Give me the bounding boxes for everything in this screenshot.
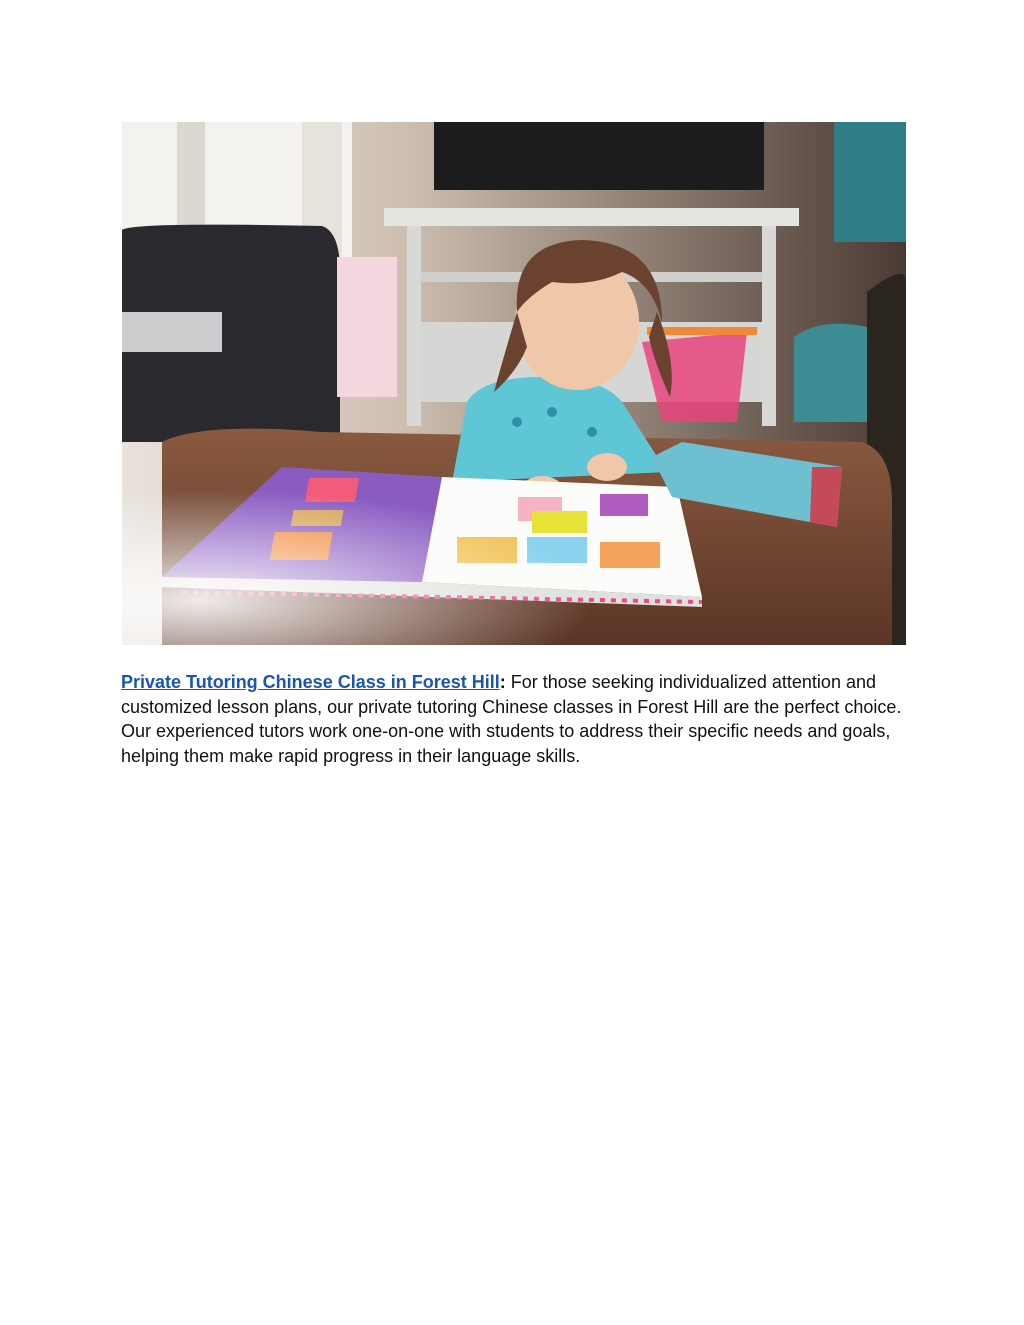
article-paragraph [121,670,911,768]
link-separator: : [499,672,506,692]
toddler-reading-photo [122,122,906,645]
paragraph-body: For those seeking individualized attention and customized lesson plans, our private tutoring Chinese classes in Forest Hill are the perfect choice. Our experienced tutors work one-on-one with students to address their specific needs and goals, helping them make rapid progress in their language skills. [121,672,902,766]
private-tutoring-link[interactable]: Private Tutoring Chinese Class in Forest Hill [121,672,500,692]
